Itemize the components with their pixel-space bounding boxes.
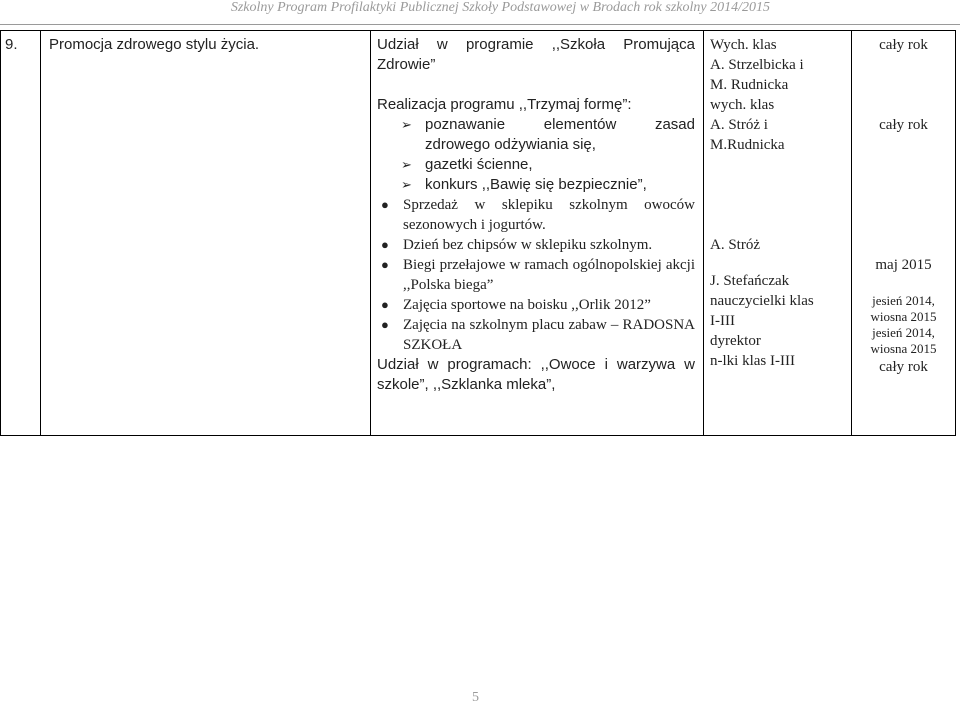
- responsible-line: M. Rudnicka: [710, 77, 789, 93]
- list-item: ➢ poznawanie elementów zasad zdrowego odżywiania się,: [401, 116, 695, 153]
- list-item: ● Sprzedaż w sklepiku szkolnym owoców sezonowych i jogurtów.: [381, 197, 695, 233]
- program-table: [0, 30, 956, 436]
- timing-line: cały rok: [879, 359, 928, 375]
- timing-line: wiosna 2015: [870, 309, 937, 324]
- realization-title: Realizacja programu ,,Trzymaj formę”:: [377, 96, 632, 113]
- list-item: ➢ konkurs ,,Bawię się bezpiecznie”,: [401, 176, 647, 193]
- list-item: ● Zajęcia na szkolnym placu zabaw – RADOSNA SZKOŁA: [381, 317, 695, 353]
- responsible-cell: [704, 31, 852, 436]
- timing-line: cały rok: [879, 37, 928, 53]
- program-intro: Udział w programie ,,Szkoła Promująca Zdrowie”: [377, 36, 695, 73]
- responsible-line: Wych. klas: [710, 37, 777, 53]
- responsible-line: A. Stróż: [710, 237, 760, 253]
- topic-cell: [41, 31, 371, 436]
- responsible-line: wych. klas: [710, 97, 775, 113]
- row-topic: Promocja zdrowego stylu życia.: [49, 36, 260, 53]
- timing-cell: [852, 31, 956, 436]
- number-cell: [1, 31, 41, 436]
- responsible-line: I-III: [710, 313, 735, 329]
- activities-cell: [371, 31, 704, 436]
- responsible-line: nauczycielki klas: [710, 293, 814, 309]
- timing-line: jesień 2014,: [872, 325, 935, 340]
- dot-bullet-icon: ●: [381, 317, 389, 332]
- dot-bullet-icon: ●: [381, 257, 389, 272]
- page-number: 5: [472, 690, 479, 705]
- document-header: Szkolny Program Profilaktyki Publicznej Szkoły Podstawowej w Brodach rok szkolny 2014/2015: [230, 0, 770, 15]
- timing-line: jesień 2014,: [872, 293, 935, 308]
- row-number: 9.: [5, 36, 18, 53]
- responsible-line: A. Stróż i: [710, 117, 768, 133]
- timing-line: maj 2015: [875, 257, 932, 273]
- programs-text: Udział w programach: ,,Owoce i warzywa w szkole”, ,,Szklanka mleka”,: [377, 356, 695, 393]
- list-item: ● Biegi przełajowe w ramach ogólnopolskiej akcji ,,Polska biega”: [381, 257, 695, 293]
- responsible-line: A. Strzelbicka i: [710, 57, 804, 73]
- list-item: ● Dzień bez chipsów w sklepiku szkolnym.: [381, 237, 653, 253]
- arrow-bullet-icon: ➢: [401, 117, 412, 132]
- responsible-line: J. Stefańczak: [710, 273, 790, 289]
- dot-bullet-icon: ●: [381, 197, 389, 212]
- responsible-line: n-lki klas I-III: [710, 353, 795, 369]
- responsible-line: dyrektor: [710, 333, 761, 349]
- timing-line: cały rok: [879, 117, 928, 133]
- arrow-bullet-icon: ➢: [401, 157, 412, 172]
- list-item: ● Zajęcia sportowe na boisku ,,Orlik 2012”: [381, 297, 651, 313]
- table-row: [1, 31, 956, 436]
- dot-bullet-icon: ●: [381, 297, 389, 312]
- arrow-bullet-icon: ➢: [401, 177, 412, 192]
- header-rule: [0, 24, 960, 25]
- responsible-line: M.Rudnicka: [710, 137, 785, 153]
- list-item: ➢ gazetki ścienne,: [401, 156, 533, 173]
- timing-line: wiosna 2015: [870, 341, 937, 356]
- dot-bullet-icon: ●: [381, 237, 389, 252]
